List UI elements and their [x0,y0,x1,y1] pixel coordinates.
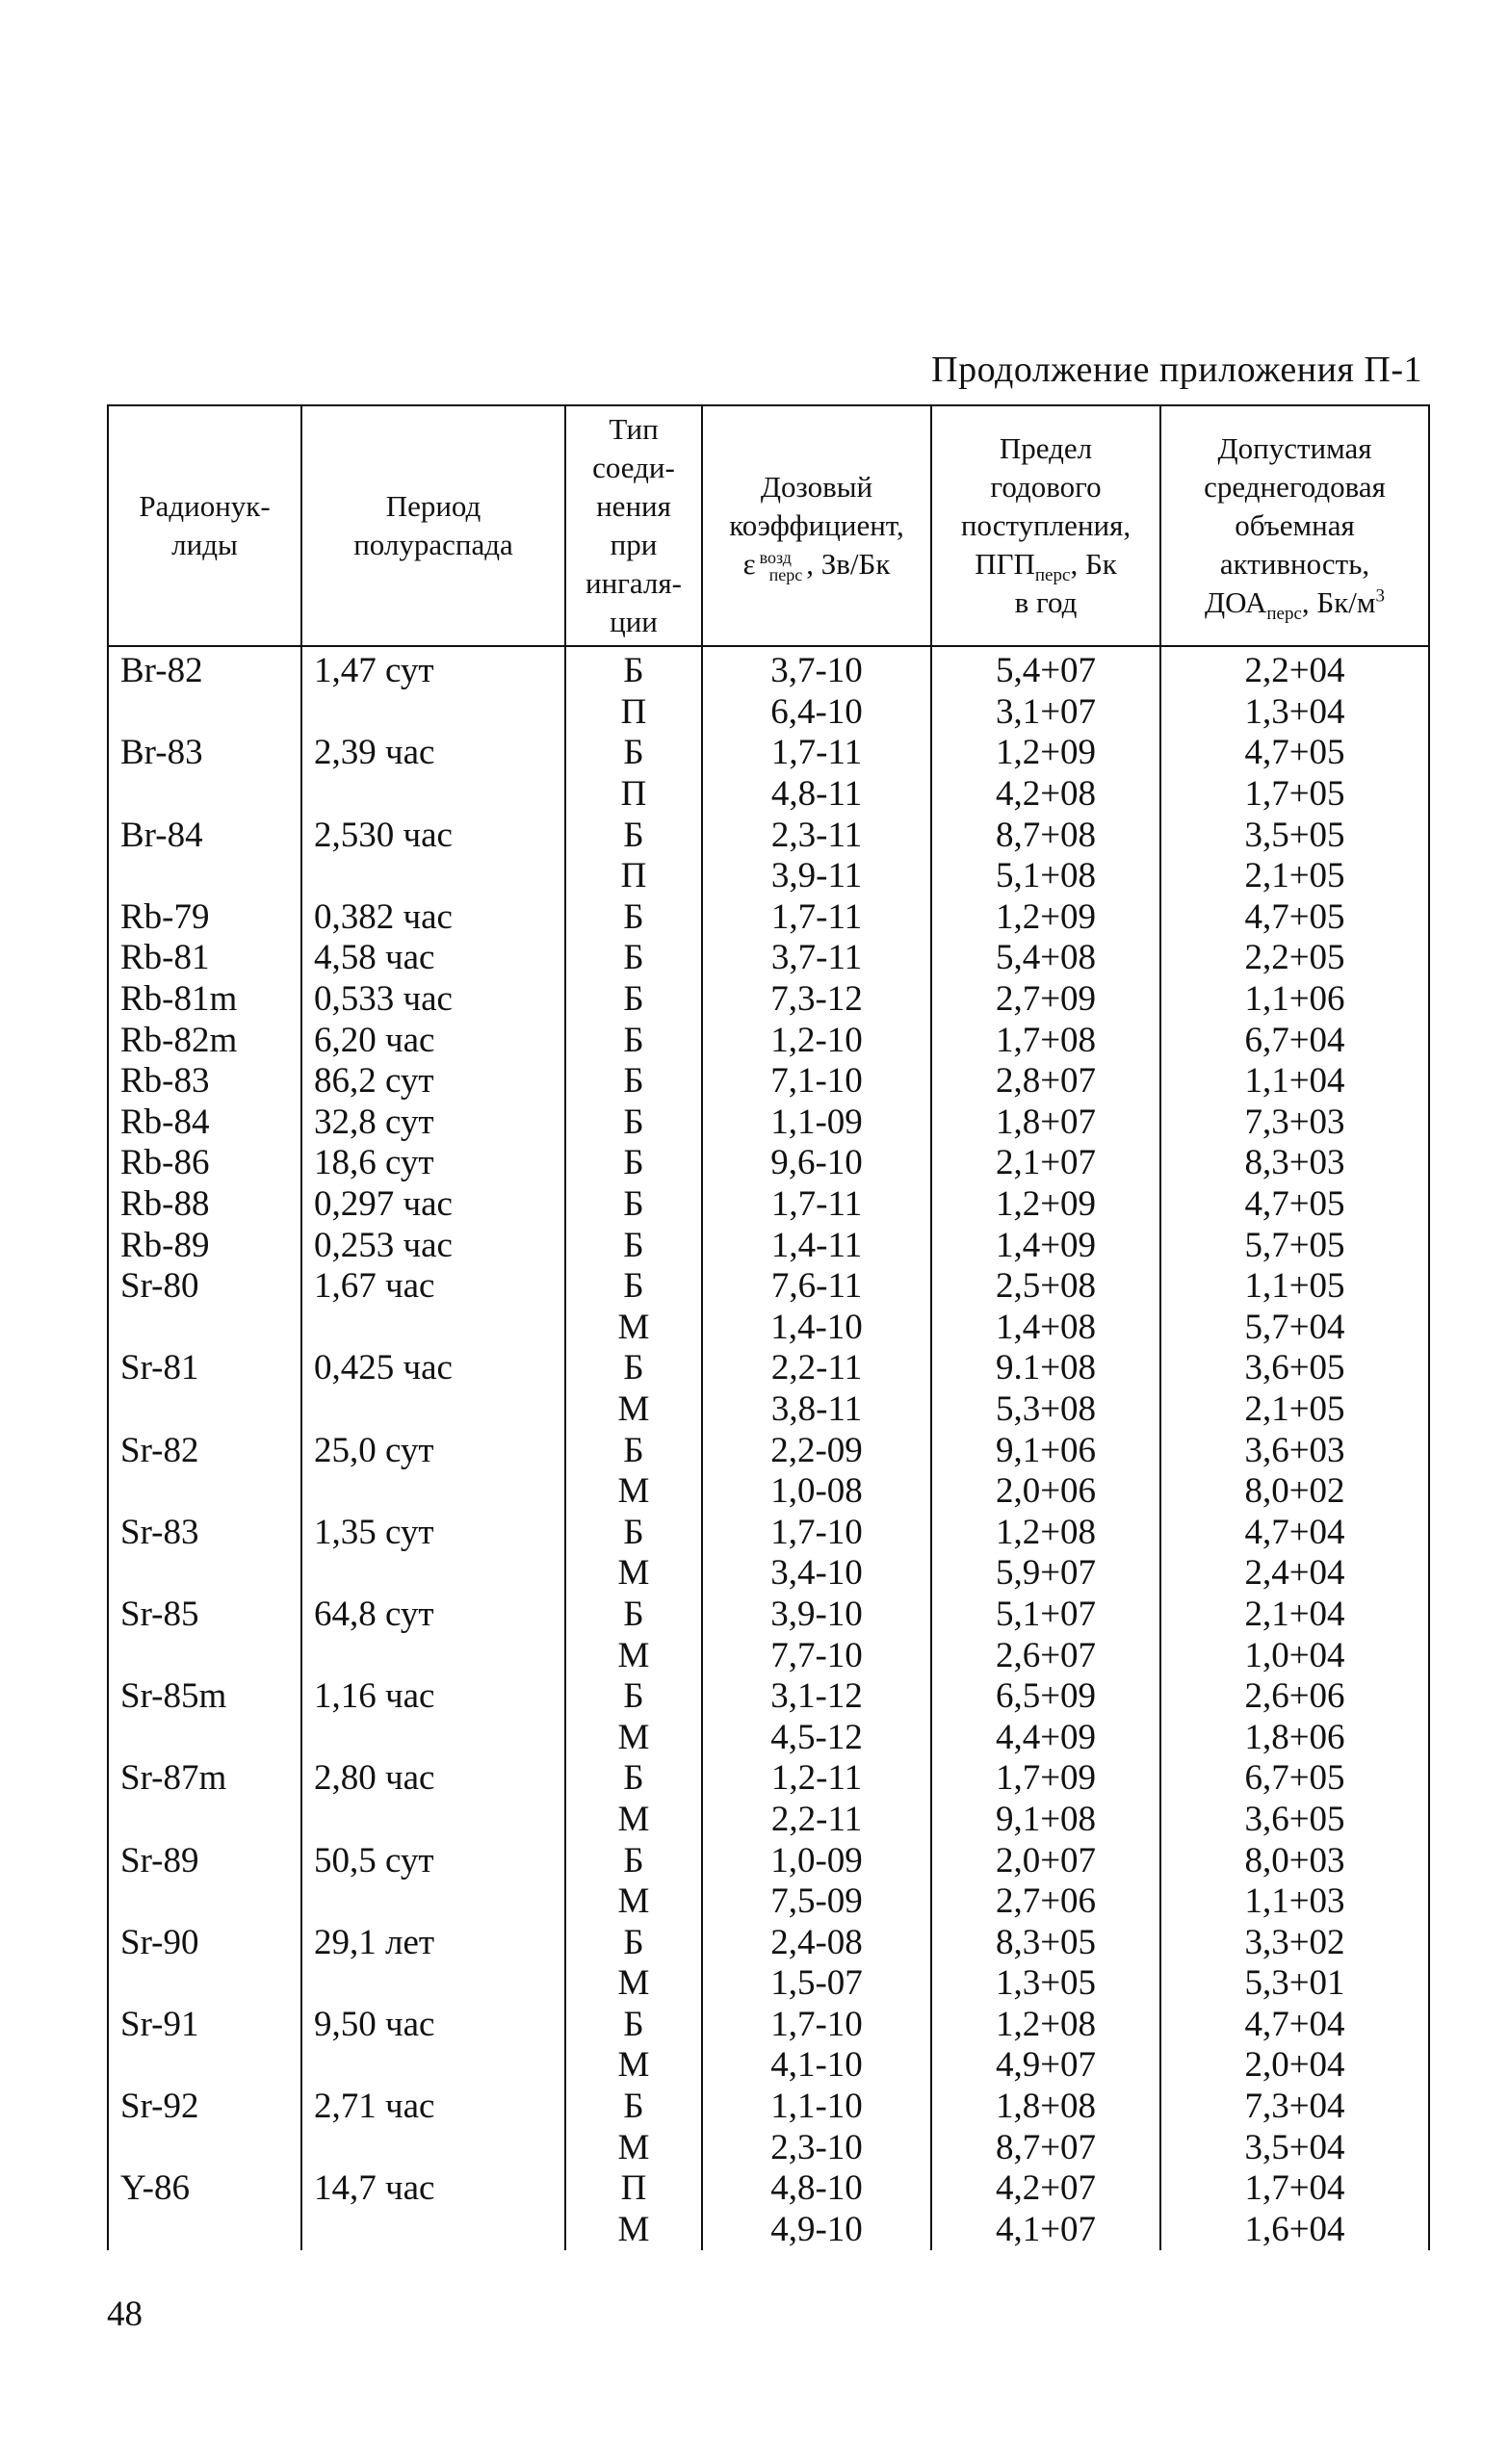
cell-compound-type: П [565,856,702,897]
cell-radionuclide: Rb-84 [108,1102,301,1144]
cell-compound-type: М [565,1389,702,1431]
cell-permissible-activity: 4,7+04 [1160,2005,1429,2046]
cell-compound-type: Б [565,979,702,1021]
cell-intake-limit: 2,7+06 [931,1881,1160,1923]
cell-permissible-activity: 1,7+05 [1160,774,1429,816]
table-row [108,1430,1429,1471]
cell-permissible-activity: 2,0+04 [1160,2045,1429,2087]
table-row [108,1881,1429,1923]
page-number: 48 [107,2295,143,2334]
cell-compound-type: Б [565,938,702,979]
cell-intake-limit: 1,2+08 [931,2005,1160,2046]
cell-dose-coefficient: 3,7-10 [702,646,931,692]
cell-dose-coefficient: 1,5-07 [702,1963,931,2005]
table-row [108,2087,1429,2128]
cell-radionuclide [108,2045,301,2087]
cell-permissible-activity: 2,1+04 [1160,1595,1429,1636]
cell-compound-type: Б [565,1184,702,1226]
cell-compound-type: П [565,692,702,734]
cell-compound-type: Б [565,1512,702,1553]
table-row [108,1061,1429,1102]
cell-radionuclide [108,774,301,816]
cell-radionuclide: Rb-82m [108,1020,301,1061]
cell-compound-type: Б [565,815,702,856]
cell-intake-limit: 3,1+07 [931,692,1160,734]
header-radionuclides: Радионук- лиды [108,405,301,646]
cell-dose-coefficient: 1,4-11 [702,1225,931,1266]
table-row [108,1471,1429,1513]
cell-intake-limit: 1,8+08 [931,2087,1160,2128]
cell-permissible-activity: 2,2+05 [1160,938,1429,979]
cell-radionuclide: Rb-81m [108,979,301,1021]
cell-dose-coefficient: 2,2-11 [702,1800,931,1841]
cell-radionuclide [108,1963,301,2005]
cell-radionuclide: Y-86 [108,2168,301,2210]
cell-compound-type: М [565,1308,702,1349]
cell-half-life: 2,39 час [301,733,565,774]
cell-dose-coefficient: 1,1-09 [702,1102,931,1144]
cell-half-life: 0,382 час [301,897,565,939]
cell-permissible-activity: 3,6+03 [1160,1430,1429,1471]
cell-radionuclide: Sr-81 [108,1348,301,1389]
cell-half-life: 25,0 сут [301,1430,565,1471]
cell-intake-limit: 1,3+05 [931,1963,1160,2005]
cell-compound-type: Б [565,1758,702,1800]
cell-intake-limit: 1,4+09 [931,1225,1160,1266]
cell-radionuclide: Rb-79 [108,897,301,939]
cell-radionuclide: Sr-92 [108,2087,301,2128]
cell-half-life: 2,530 час [301,815,565,856]
cell-dose-coefficient: 1,0-08 [702,1471,931,1513]
cell-intake-limit: 9,1+08 [931,1800,1160,1841]
table-row [108,2045,1429,2087]
cell-intake-limit: 4,2+07 [931,2168,1160,2210]
cell-compound-type: Б [565,2005,702,2046]
cell-dose-coefficient: 3,9-11 [702,856,931,897]
cell-intake-limit: 8,7+08 [931,815,1160,856]
table-row [108,979,1429,1021]
table-row [108,1308,1429,1349]
cell-permissible-activity: 3,3+02 [1160,1922,1429,1963]
cell-radionuclide [108,1635,301,1676]
cell-intake-limit: 4,4+09 [931,1717,1160,1758]
table-row [108,1963,1429,2005]
cell-compound-type: Б [565,733,702,774]
cell-dose-coefficient: 1,0-09 [702,1840,931,1881]
cell-half-life [301,1308,565,1349]
cell-intake-limit: 4,2+08 [931,774,1160,816]
continuation-caption: Продолжение приложения П-1 [931,350,1422,390]
table-row [108,1553,1429,1595]
cell-permissible-activity: 1,6+04 [1160,2210,1429,2251]
table-row [108,1595,1429,1636]
cell-half-life: 32,8 сут [301,1102,565,1144]
cell-dose-coefficient: 1,2-11 [702,1758,931,1800]
cell-intake-limit: 2,6+07 [931,1635,1160,1676]
cell-intake-limit: 2,0+07 [931,1840,1160,1881]
cell-intake-limit: 5,9+07 [931,1553,1160,1595]
table-body [108,646,1429,2250]
cell-dose-coefficient: 9,6-10 [702,1143,931,1184]
cell-radionuclide: Rb-88 [108,1184,301,1226]
cell-permissible-activity: 1,1+05 [1160,1266,1429,1308]
cell-radionuclide [108,1800,301,1841]
cell-compound-type: М [565,1553,702,1595]
cell-radionuclide [108,1717,301,1758]
cell-dose-coefficient: 7,3-12 [702,979,931,1021]
cell-half-life [301,1800,565,1841]
cell-radionuclide: Sr-89 [108,1840,301,1881]
table-row [108,1102,1429,1144]
cell-permissible-activity: 8,0+02 [1160,1471,1429,1513]
cell-intake-limit: 1,2+09 [931,897,1160,939]
cell-permissible-activity: 3,6+05 [1160,1800,1429,1841]
cell-half-life [301,1717,565,1758]
cell-intake-limit: 8,7+07 [931,2127,1160,2168]
cell-half-life: 64,8 сут [301,1595,565,1636]
header-permissible-activity: Допустимая среднегодовая объемная активность, $ДОА_{перс}$, $Бк/м^3$ [1160,405,1429,646]
cell-half-life [301,1553,565,1595]
cell-radionuclide: Br-84 [108,815,301,856]
cell-permissible-activity: 1,3+04 [1160,692,1429,734]
cell-permissible-activity: 3,5+05 [1160,815,1429,856]
cell-radionuclide: Rb-89 [108,1225,301,1266]
table-row [108,1348,1429,1389]
cell-dose-coefficient: 2,2-09 [702,1430,931,1471]
cell-radionuclide: Sr-80 [108,1266,301,1308]
table-row [108,1225,1429,1266]
cell-dose-coefficient: 3,4-10 [702,1553,931,1595]
cell-compound-type: Б [565,1676,702,1718]
cell-half-life: 9,50 час [301,2005,565,2046]
cell-dose-coefficient: 1,2-10 [702,1020,931,1061]
cell-intake-limit: 5,1+07 [931,1595,1160,1636]
cell-compound-type: Б [565,1266,702,1308]
cell-compound-type: М [565,1717,702,1758]
cell-compound-type: Б [565,1922,702,1963]
table-row [108,856,1429,897]
cell-radionuclide: Sr-85m [108,1676,301,1718]
cell-compound-type: П [565,774,702,816]
cell-compound-type: М [565,2127,702,2168]
cell-compound-type: Б [565,2087,702,2128]
cell-dose-coefficient: 6,4-10 [702,692,931,734]
cell-half-life: 1,67 час [301,1266,565,1308]
table-row [108,1635,1429,1676]
cell-intake-limit: 1,7+08 [931,1020,1160,1061]
cell-permissible-activity: 8,0+03 [1160,1840,1429,1881]
cell-dose-coefficient: 4,9-10 [702,2210,931,2251]
header-half-life: Период полураспада [301,405,565,646]
cell-compound-type: Б [565,1020,702,1061]
cell-half-life [301,1471,565,1513]
cell-permissible-activity: 1,8+06 [1160,1717,1429,1758]
cell-permissible-activity: 4,7+05 [1160,1184,1429,1226]
cell-radionuclide: Rb-86 [108,1143,301,1184]
cell-compound-type: М [565,2210,702,2251]
table-row [108,1512,1429,1553]
cell-radionuclide [108,692,301,734]
cell-half-life [301,856,565,897]
table-row [108,692,1429,734]
cell-dose-coefficient: 3,7-11 [702,938,931,979]
cell-intake-limit: 1,4+08 [931,1308,1160,1349]
cell-dose-coefficient: 2,3-10 [702,2127,931,2168]
cell-intake-limit: 9.1+08 [931,1348,1160,1389]
table-row [108,2127,1429,2168]
cell-compound-type: Б [565,646,702,692]
cell-compound-type: П [565,2168,702,2210]
table-row [108,1676,1429,1718]
cell-radionuclide: Sr-83 [108,1512,301,1553]
cell-dose-coefficient: 4,8-10 [702,2168,931,2210]
cell-permissible-activity: 2,1+05 [1160,1389,1429,1431]
cell-permissible-activity: 8,3+03 [1160,1143,1429,1184]
cell-permissible-activity: 4,7+05 [1160,733,1429,774]
cell-intake-limit: 6,5+09 [931,1676,1160,1718]
cell-dose-coefficient: 1,1-10 [702,2087,931,2128]
cell-half-life [301,1963,565,2005]
cell-intake-limit: 1,2+09 [931,733,1160,774]
table-row [108,1020,1429,1061]
cell-permissible-activity: 2,4+04 [1160,1553,1429,1595]
cell-radionuclide [108,1308,301,1349]
table-row [108,2005,1429,2046]
cell-permissible-activity: 3,6+05 [1160,1348,1429,1389]
cell-compound-type: Б [565,897,702,939]
cell-radionuclide: Rb-81 [108,938,301,979]
cell-dose-coefficient: 4,5-12 [702,1717,931,1758]
cell-radionuclide [108,1881,301,1923]
cell-dose-coefficient: 7,1-10 [702,1061,931,1102]
cell-intake-limit: 5,3+08 [931,1389,1160,1431]
cell-permissible-activity: 1,1+06 [1160,979,1429,1021]
table-row [108,2168,1429,2210]
cell-radionuclide: Sr-87m [108,1758,301,1800]
cell-intake-limit: 4,9+07 [931,2045,1160,2087]
cell-permissible-activity: 7,3+04 [1160,2087,1429,2128]
table-row [108,1800,1429,1841]
cell-intake-limit: 1,2+09 [931,1184,1160,1226]
table-row [108,1143,1429,1184]
cell-permissible-activity: 5,7+04 [1160,1308,1429,1349]
cell-intake-limit: 2,0+06 [931,1471,1160,1513]
cell-compound-type: Б [565,1840,702,1881]
cell-half-life: 2,80 час [301,1758,565,1800]
table-row [108,733,1429,774]
cell-half-life: 86,2 сут [301,1061,565,1102]
cell-intake-limit: 5,1+08 [931,856,1160,897]
cell-dose-coefficient: 1,7-10 [702,1512,931,1553]
cell-permissible-activity: 4,7+04 [1160,1512,1429,1553]
cell-compound-type: М [565,1635,702,1676]
table-row [108,897,1429,939]
cell-dose-coefficient: 1,7-11 [702,1184,931,1226]
cell-intake-limit: 1,2+08 [931,1512,1160,1553]
cell-compound-type: Б [565,1061,702,1102]
cell-permissible-activity: 6,7+05 [1160,1758,1429,1800]
cell-half-life [301,774,565,816]
cell-compound-type: Б [565,1595,702,1636]
cell-intake-limit: 5,4+07 [931,646,1160,692]
cell-half-life [301,2127,565,2168]
cell-permissible-activity: 2,6+06 [1160,1676,1429,1718]
cell-dose-coefficient: 1,7-10 [702,2005,931,2046]
cell-permissible-activity: 6,7+04 [1160,1020,1429,1061]
cell-dose-coefficient: 3,1-12 [702,1676,931,1718]
cell-intake-limit: 4,1+07 [931,2210,1160,2251]
cell-half-life: 0,297 час [301,1184,565,1226]
cell-intake-limit: 9,1+06 [931,1430,1160,1471]
cell-permissible-activity: 3,5+04 [1160,2127,1429,2168]
cell-half-life: 50,5 сут [301,1840,565,1881]
cell-intake-limit: 8,3+05 [931,1922,1160,1963]
cell-radionuclide: Sr-85 [108,1595,301,1636]
cell-permissible-activity: 1,7+04 [1160,2168,1429,2210]
cell-half-life: 18,6 сут [301,1143,565,1184]
cell-permissible-activity: 2,2+04 [1160,646,1429,692]
cell-half-life [301,692,565,734]
cell-half-life: 29,1 лет [301,1922,565,1963]
cell-permissible-activity: 4,7+05 [1160,897,1429,939]
cell-intake-limit: 2,5+08 [931,1266,1160,1308]
cell-radionuclide [108,2210,301,2251]
table-row [108,774,1429,816]
cell-permissible-activity: 7,3+03 [1160,1102,1429,1144]
cell-half-life [301,1389,565,1431]
cell-permissible-activity: 5,3+01 [1160,1963,1429,2005]
table-row [108,2210,1429,2251]
cell-half-life: 2,71 час [301,2087,565,2128]
cell-permissible-activity: 1,0+04 [1160,1635,1429,1676]
cell-radionuclide [108,1553,301,1595]
cell-compound-type: М [565,1471,702,1513]
cell-radionuclide: Br-82 [108,646,301,692]
cell-dose-coefficient: 4,8-11 [702,774,931,816]
table-row [108,1922,1429,1963]
cell-radionuclide: Sr-90 [108,1922,301,1963]
cell-intake-limit: 2,1+07 [931,1143,1160,1184]
cell-radionuclide [108,2127,301,2168]
cell-dose-coefficient: 7,7-10 [702,1635,931,1676]
header-dose-coefficient: Дозовый коэффициент, ε возд перс , Зв/Бк [702,405,931,646]
table-row [108,1266,1429,1308]
cell-intake-limit: 5,4+08 [931,938,1160,979]
cell-half-life: 1,35 сут [301,1512,565,1553]
cell-intake-limit: 2,7+09 [931,979,1160,1021]
cell-intake-limit: 2,8+07 [931,1061,1160,1102]
cell-dose-coefficient: 4,1-10 [702,2045,931,2087]
cell-compound-type: Б [565,1102,702,1144]
cell-compound-type: Б [565,1143,702,1184]
cell-half-life [301,2210,565,2251]
cell-dose-coefficient: 1,7-11 [702,897,931,939]
cell-dose-coefficient: 7,6-11 [702,1266,931,1308]
cell-half-life: 0,425 час [301,1348,565,1389]
cell-compound-type: М [565,1963,702,2005]
cell-half-life: 1,16 час [301,1676,565,1718]
cell-dose-coefficient: 7,5-09 [702,1881,931,1923]
table-header [108,405,1429,646]
cell-compound-type: М [565,1881,702,1923]
cell-compound-type: Б [565,1430,702,1471]
table-row [108,646,1429,692]
cell-permissible-activity: 2,1+05 [1160,856,1429,897]
table-row [108,1840,1429,1881]
table-row [108,938,1429,979]
cell-radionuclide [108,856,301,897]
cell-radionuclide [108,1389,301,1431]
nuclide-table [107,404,1430,2250]
cell-half-life: 0,533 час [301,979,565,1021]
cell-dose-coefficient: 1,4-10 [702,1308,931,1349]
cell-dose-coefficient: 1,7-11 [702,733,931,774]
cell-radionuclide: Sr-91 [108,2005,301,2046]
cell-dose-coefficient: 2,3-11 [702,815,931,856]
cell-dose-coefficient: 3,8-11 [702,1389,931,1431]
cell-permissible-activity: 1,1+03 [1160,1881,1429,1923]
table-row [108,815,1429,856]
cell-dose-coefficient: 2,2-11 [702,1348,931,1389]
cell-half-life: 14,7 час [301,2168,565,2210]
table-row [108,1717,1429,1758]
cell-intake-limit: 1,8+07 [931,1102,1160,1144]
table-row [108,1184,1429,1226]
cell-compound-type: М [565,1800,702,1841]
cell-permissible-activity: 5,7+05 [1160,1225,1429,1266]
cell-half-life [301,2045,565,2087]
cell-dose-coefficient: 2,4-08 [702,1922,931,1963]
nuclide-table-container [107,404,1428,2250]
cell-radionuclide: Sr-82 [108,1430,301,1471]
cell-half-life: 6,20 час [301,1020,565,1061]
cell-half-life [301,1635,565,1676]
table-row [108,1389,1429,1431]
cell-compound-type: М [565,2045,702,2087]
cell-half-life: 1,47 сут [301,646,565,692]
header-annual-intake-limit: Предел годового поступления, $ПГП_{перс}$, Бк в год [931,405,1160,646]
cell-compound-type: Б [565,1348,702,1389]
cell-radionuclide [108,1471,301,1513]
cell-radionuclide: Rb-83 [108,1061,301,1102]
cell-half-life: 4,58 час [301,938,565,979]
table-row [108,1758,1429,1800]
cell-intake-limit: 1,7+09 [931,1758,1160,1800]
cell-compound-type: Б [565,1225,702,1266]
cell-permissible-activity: 1,1+04 [1160,1061,1429,1102]
cell-dose-coefficient: 3,9-10 [702,1595,931,1636]
cell-radionuclide: Br-83 [108,733,301,774]
header-compound-type: Тип соеди- нения при ингаля- ции [565,405,702,646]
cell-half-life [301,1881,565,1923]
cell-half-life: 0,253 час [301,1225,565,1266]
